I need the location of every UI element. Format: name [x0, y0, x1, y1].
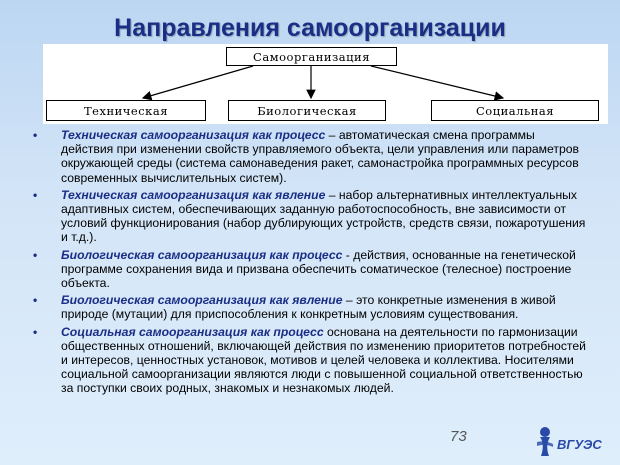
logo-emblem-icon — [533, 422, 609, 460]
bullet-term: Биологическая самоорганизация как процесс — [61, 247, 343, 262]
bullet-term: Техническая самоорганизация как процесс — [61, 128, 326, 142]
slide-title: Направления самоорганизации — [114, 14, 506, 42]
logo-text: ВГУЭС — [557, 437, 602, 452]
arrow-left — [143, 66, 253, 98]
bullet-item — [30, 248, 590, 291]
diagram-root-node: Самоорганизация — [226, 47, 397, 66]
bullet-item — [30, 325, 590, 396]
bullet-item — [30, 188, 590, 245]
bullet-marker: • — [33, 128, 38, 142]
bullet-marker: • — [33, 324, 38, 339]
bullet-text: – это конкретные изменения в живой природе (мутации) для приспособления к конкретным условиям существования. — [61, 293, 556, 322]
bullet-term: Техническая самоорганизация как явление — [61, 187, 326, 202]
bullet-marker: • — [33, 293, 38, 308]
bullet-marker: • — [33, 247, 38, 262]
diagram-node-biological: Биологическая — [228, 100, 386, 121]
bullet-marker: • — [33, 187, 38, 202]
bullet-item — [30, 293, 590, 321]
bullet-text: – набор альтернативных интеллектуальных адаптивных систем, обеспечивающих заданную работоспособность, вне зависимости от условий функционирования (набор дублирующих устройств, средств связи, пожаротушения и т.д.). — [61, 187, 586, 245]
bullet-text: основана на деятельности по гармонизации общественных отношений, включающей действия по изменению приоритетов потребностей и интересов, ценностных установок, мотивов и целей человека и коллектива. Носителями социальной самоорганизации являются люди с повышенной социальной ответственностью за поступки своих родных, знакомых и незнакомых людей. — [61, 324, 586, 396]
arrow-right — [371, 66, 503, 98]
bullet-text: - действия, основанные на генетической программе сохранения вида и призвана обеспечить соматическое (телесное) построение объекта. — [61, 247, 576, 291]
bullet-item — [30, 128, 590, 185]
bullet-text: – автоматическая смена программы действия при изменении свойств управляемого объекта, цели управления или параметров окружающей среды (система самонаведения ракет, самонастройка программных ресурсов современных вычислительных систем). — [61, 128, 579, 185]
hierarchy-diagram — [43, 44, 608, 124]
bullet-term: Биологическая самоорганизация как явление — [61, 293, 343, 308]
diagram-node-technical: Техническая — [46, 100, 206, 121]
diagram-node-social: Социальная — [431, 100, 599, 121]
bullet-term: Социальная самоорганизация как процесс — [61, 324, 324, 339]
bullet-list — [30, 128, 590, 399]
page-number: 73 — [450, 428, 467, 445]
university-logo — [533, 422, 609, 460]
